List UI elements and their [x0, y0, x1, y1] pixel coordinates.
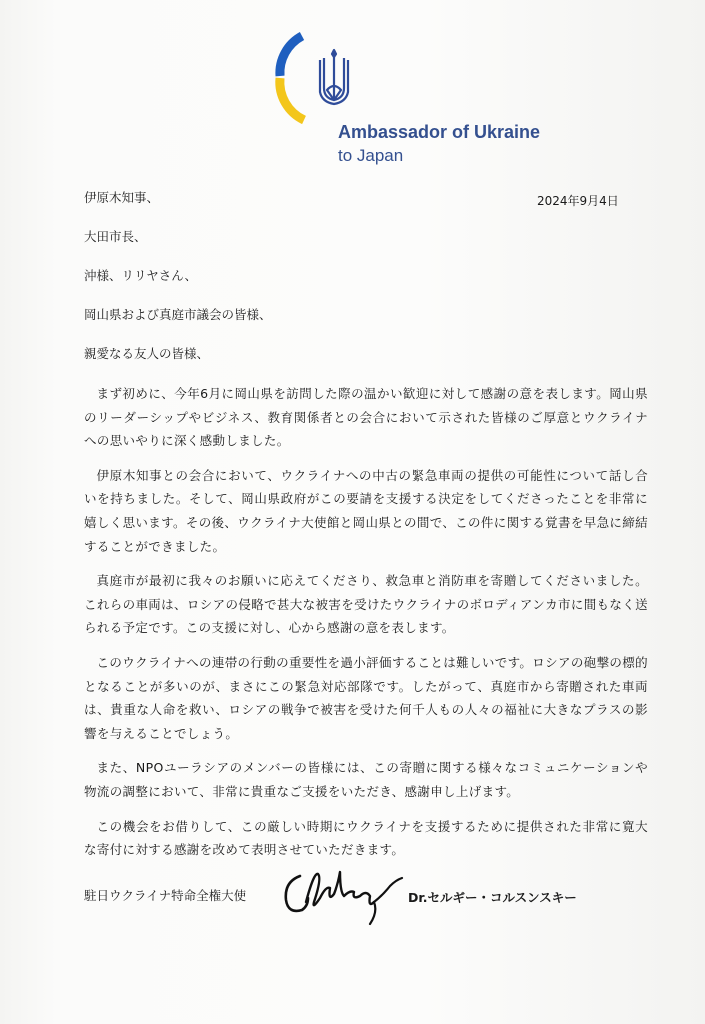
- handwritten-signature: [278, 862, 406, 928]
- salutation-block: [84, 190, 272, 385]
- embassy-logo: [272, 30, 362, 125]
- salutation-line: 大田市長、: [84, 229, 147, 244]
- body-paragraph: 伊原木知事との会合において、ウクライナへの中古の緊急車両の提供の可能性について話し合いを持ちました。そして、岡山県政府がこの要請を支援する決定をしてくださったことを非常に嬉しく思います。その後、ウクライナ大使館と岡山県との間で、この件に関する覚書を早急に締結することができました。: [84, 467, 648, 554]
- salutation-line: 岡山県および真庭市議会の皆様、: [84, 307, 272, 322]
- logo-yellow-arc: [280, 78, 304, 120]
- body-paragraph: この機会をお借りして、この厳しい時期にウクライナを支援するために提供された非常に寛大な寄付に対する感謝を改めて表明させていただきます。: [84, 818, 648, 858]
- body-paragraph: また、NPOユーラシアのメンバーの皆様には、この寄贈に関する様々なコミュニケーションや物流の調整において、非常に貴重なご支援をいただき、感謝申し上げます。: [84, 760, 648, 799]
- body-paragraph: 真庭市が最初に我々のお願いに応えてくださり、救急車と消防車を寄贈してくださいました。これらの車両は、ロシアの侵略で甚大な被害を受けたウクライナのボロディアンカ市に間もなく送られる予定です。この支援に対し、心から感謝の意を表します。: [84, 573, 648, 636]
- ambassador-title: 駐日ウクライナ特命全権大使: [84, 888, 247, 903]
- salutation-line: 伊原木知事、: [84, 190, 160, 205]
- logo-blue-arc: [280, 36, 302, 76]
- body-paragraph: まず初めに、今年6月に岡山県を訪問した際の温かい歓迎に対して感謝の意を表します。岡山県のリーダーシップやビジネス、教育関係者との会合において示された皆様のご厚意とウクライナへの思いやりに深く感動しました。: [84, 386, 648, 449]
- body-paragraph: このウクライナへの連帯の行動の重要性を過小評価することは難しいです。ロシアの砲撃の標的となることが多いのが、まさにこの緊急対応部隊です。したがって、真庭市から寄贈された車両は、貴重な人命を救い、ロシアの戦争で被害を受けた何千人もの人々の福祉に大きなプラスの影響を与えることでしょう。: [84, 654, 648, 741]
- salutation-line: 親愛なる友人の皆様、: [84, 346, 210, 361]
- org-subtitle: to Japan: [338, 146, 404, 165]
- signer-name: Dr.セルギー・コルスンスキー: [408, 890, 577, 905]
- trident-icon: [320, 50, 348, 104]
- salutation-line: 沖様、リリヤさん、: [84, 268, 198, 283]
- org-name: Ambassador of Ukraine: [338, 122, 541, 142]
- letter-body: [84, 382, 648, 873]
- letter-date: 2024年9月4日: [537, 194, 619, 208]
